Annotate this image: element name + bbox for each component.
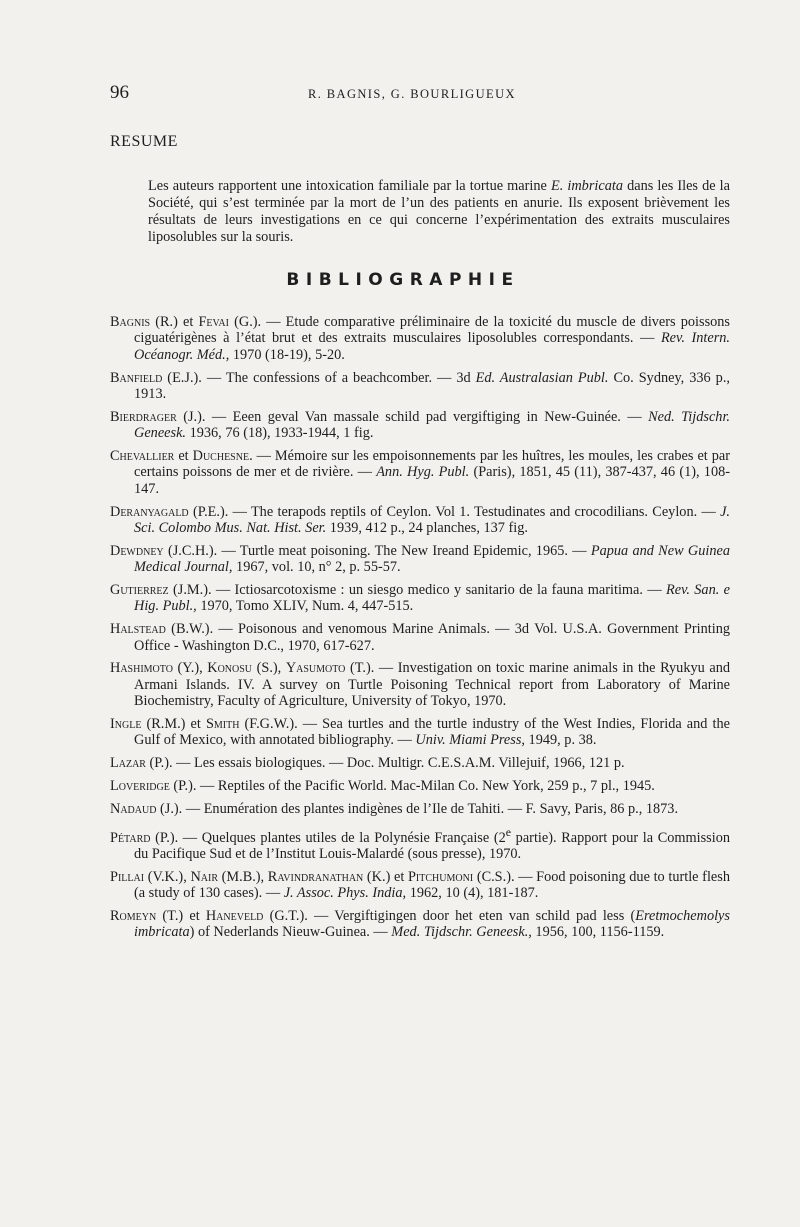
entry-text: (P.E.). — The terapods reptils of Ceylon. Vol 1. Testudinates and crocodilians. Ceylon. — [188,503,721,520]
entry-text: 1967, vol. 10, n° 2, p. 55-57. [232,559,401,576]
entry-text: et [174,448,193,465]
entry-text: (T.) et [156,907,206,924]
running-head: R. BAGNIS, G. BOURLIGUEUX [308,87,516,101]
bibliography-entry [110,755,730,771]
entry-text: (Y.), [172,660,208,677]
entry-text: (P.). — Les essais biologiques. — Doc. Multigr. C.E.S.A.M. Villejuif, 1966, 121 p. [145,755,625,772]
entry-text: (V.K.), [144,868,191,885]
journal-title: Rev. San. e Hig. Publ., [134,582,731,615]
entry-text: (R.M.) et [141,716,206,733]
author-name: Pitchumoni [407,868,474,885]
journal-title: Ned. Tijdschr. Geneesk. [134,408,731,442]
author-name: Hashimoto [110,660,173,677]
bibliography-entry [110,370,730,403]
resume-heading: RESUME [110,133,178,150]
entry-text: (J.M.). — Ictiosarcotoxisme : un siesgo medico y sanitario de la fauna maritima. — [168,582,666,599]
author-name: Gutierrez [110,582,169,599]
author-name: Chevallier [110,448,175,465]
journal-title: J. Assoc. Phys. India, [283,885,407,902]
author-name: Smith [205,716,240,733]
author-name: Dewdney [110,542,164,559]
author-name: Pillai [110,868,145,885]
abstract-text: Les auteurs rapportent une intoxication familiale par la tortue marine [148,178,551,195]
author-name: Nair [190,868,218,885]
entry-text: (P.). — Reptiles of the Pacific World. Mac-Milan Co. New York, 259 p., 7 pl., 1945. [169,778,655,795]
entry-text: (P.). — Quelques plantes utiles de la Polynésie Française (2 [150,829,506,846]
bibliography-entry [110,314,730,363]
superscript: e [505,824,512,839]
bibliography-entry [110,504,730,537]
entry-text: (C.S.). — Food poisoning due to turtle flesh (a study of 130 cases). — [134,868,730,902]
author-name: Deranyagald [110,503,189,520]
author-name: Duchesne [192,448,250,465]
entry-text: . — Mémoire sur les empoisonnements par les huîtres, les moules, les crabes et par certains poissons de mer et de rivière. — [134,448,730,481]
bibliography-entry [110,543,730,576]
entry-text: (R.) et [150,314,199,330]
author-name: Bagnis [110,314,151,330]
entry-text: 1970, Tomo XLIV, Num. 4, 447-515. [196,598,414,615]
author-name: Pétard [110,829,151,846]
author-name: Ravindranathan [267,868,364,885]
abstract-text: dans les Iles de la Société, qui s’est terminée par la mort de l’un des patients en anurie. Ils exposent brièvement les résultats de leurs investigations en ce qui concerne l’expérimentation des extraits musculaires liposolubles sur la souris. [148,178,730,246]
entry-text: (K.) et [363,868,408,885]
bibliography-list [110,314,730,947]
species-name: E. imbricata [550,178,623,195]
author-name: Haneveld [205,907,264,924]
bibliography-entry [110,908,730,941]
author-name: Yasumoto [285,660,346,677]
entry-text: (F.G.W.). — Sea turtles and the turtle industry of the West Indies, Florida and the Gulf of Mexico, with annotated bibliography. — [134,716,730,749]
entry-text: ) of Nederlands Nieuw-Guinea. — [189,924,392,941]
author-name: Lazar [110,755,146,772]
author-name: Halstead [110,621,166,638]
entry-text: 1939, 412 p., 24 planches, 137 fig. [326,520,528,537]
page-number: 96 [110,82,129,103]
entry-text: (B.W.). — Poisonous and venomous Marine Animals. — 3d Vol. U.S.A. Government Printing Office - Washington D.C., 1970, 617-627. [134,621,730,654]
entry-text: 1949, p. 38. [524,732,597,749]
bibliography-entry [110,778,730,794]
author-name: Romeyn [110,907,157,924]
entry-text: (T.). — Investigation on toxic marine animals in the Ryukyu and Armani Islands. IV. A survey on Turtle Poisoning Technical report from Laboratory of Marine Biochemistry, Faculty of Agriculture, University of Tokyo, 1970. [134,660,730,710]
journal-title: Ed. Australasian Publ. [475,369,609,386]
bibliography-entry [110,716,730,749]
bibliography-entry [110,621,730,654]
entry-text: (G.T.). — Vergiftigingen door het eten van schild pad less ( [263,907,636,924]
bibliography-entry [110,869,730,902]
bibliography-entry [110,582,730,615]
journal-title: Ann. Hyg. Publ. [376,464,470,481]
author-name: Fevai [198,314,229,330]
entry-text: (J.C.H.). — Turtle meat poisoning. The New Ireand Epidemic, 1965. — [163,542,591,559]
entry-text: 1970 (18-19), 5-20. [229,346,345,363]
author-name: Konosu [207,660,253,677]
author-name: Bierdrager [110,408,177,425]
author-name: Ingle [110,716,142,733]
journal-title: Eretmochemolys imbricata [134,907,730,941]
journal-title: Univ. Miami Press, [415,732,525,749]
journal-title: Rev. Intern. Océanogr. Méd., [134,330,730,363]
page-header [110,82,730,106]
author-name: Nadaud [110,800,157,817]
abstract-paragraph [148,178,730,246]
entry-text: 1956, 100, 1156-1159. [531,924,665,941]
journal-title: Med. Tijdschr. Geneesk., [391,924,532,941]
entry-text: partie). Rapport pour la Commission du Pacifique Sud et de l’Institut Louis-Malardé (sous presse), 1970. [134,829,730,862]
journal-title: Papua and New Guinea Medical Journal, [134,542,730,576]
author-name: Loveridge [110,778,170,795]
entry-text: (J.). — Eeen geval Van massale schild pad vergiftiging in New-Guinée. — [176,408,649,425]
bibliography-entry [110,448,730,497]
entry-text: (Paris), 1851, 45 (11), 387-437, 46 (1), 108-147. [134,464,730,497]
bibliography-entry [110,824,730,863]
entry-text: (E.J.). — The confessions of a beachcomber. — 3d [162,369,476,386]
entry-text: Co. Sydney, 336 p., 1913. [134,369,730,403]
author-name: Banfield [110,369,163,386]
bibliography-entry [110,660,730,709]
entry-text: (M.B.), [217,868,268,885]
journal-title: J. Sci. Colombo Mus. Nat. Hist. Ser. [134,503,730,537]
entry-text: 1936, 76 (18), 1933-1944, 1 fig. [186,425,374,442]
entry-text: (S.), [252,660,286,677]
entry-text: (J.). — Enumération des plantes indigènes de l’Ile de Tahiti. — F. Savy, Paris, 86 p., 1873. [156,800,679,817]
bibliography-entry [110,801,730,817]
entry-text: (G.). — Etude comparative préliminaire de la toxicité du muscle de divers poissons ciguatérigènes à l’état brut et des extraits musculaires liposolubles correspondants. — [134,314,730,347]
bibliography-heading: BIBLIOGRAPHIE [286,270,520,290]
bibliography-entry [110,409,730,442]
entry-text: 1962, 10 (4), 181-187. [406,885,539,902]
